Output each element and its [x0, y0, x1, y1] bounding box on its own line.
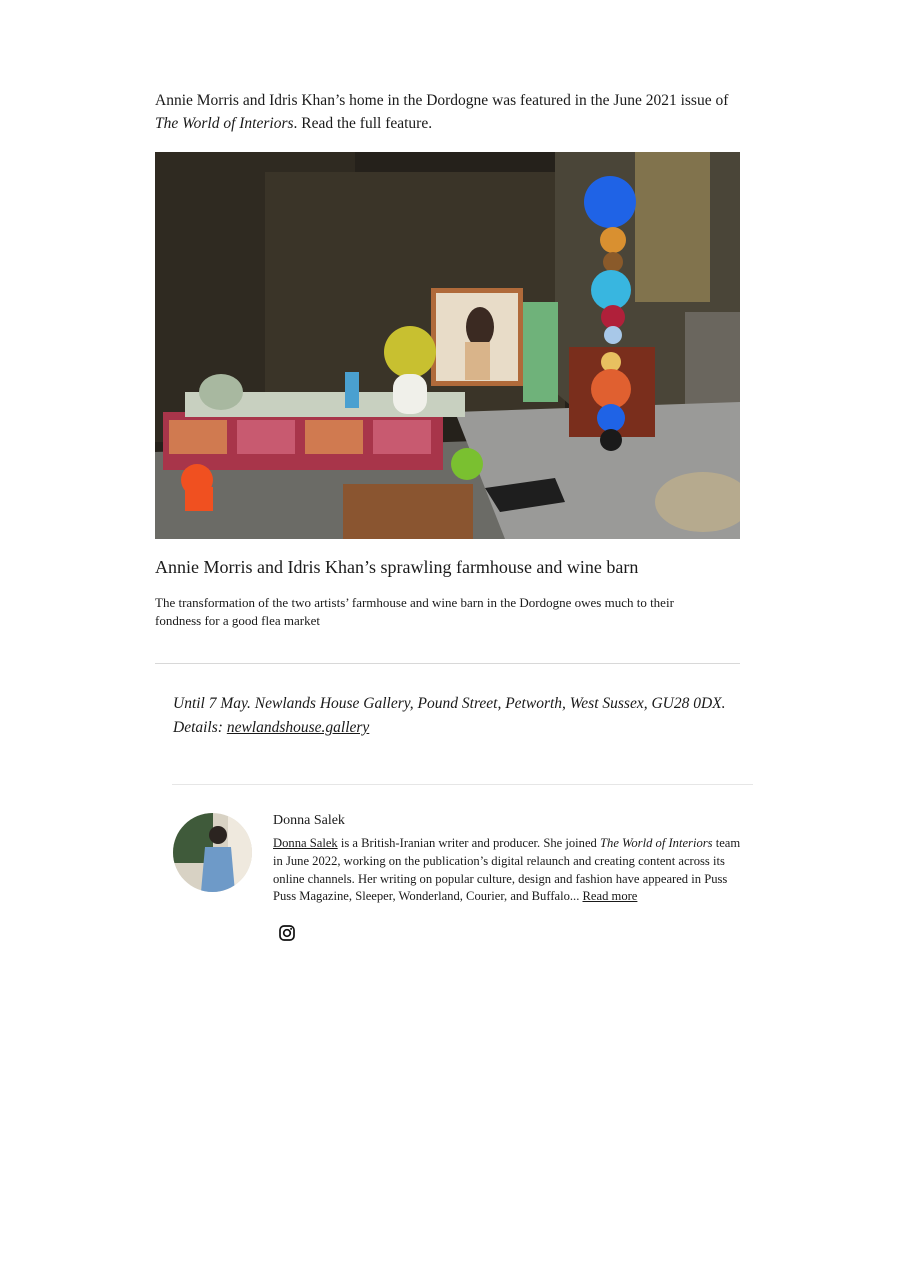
feature-title[interactable]: Annie Morris and Idris Khan’s sprawling farmhouse and wine barn	[155, 557, 639, 577]
feature-card[interactable]	[155, 152, 740, 630]
details-label: Details:	[173, 719, 227, 736]
bio-text-continued: team in June 2022, working on the publication’s digital relaunch and creating content across its online channels. Her writing on popular culture, design and fashion have appeared in Puss Puss Magazine, Sleeper, Wonderland, Courier, and Buffalo...	[273, 836, 741, 904]
instagram-icon[interactable]	[278, 924, 296, 942]
exhibition-info: Until 7 May. Newlands House Gallery, Pound Street, Petworth, West Sussex, GU28 0DX.	[173, 695, 726, 712]
intro-paragraph	[155, 89, 745, 135]
gallery-website-link[interactable]: newlandshouse.gallery	[226, 719, 370, 736]
divider	[155, 663, 740, 664]
farmhouse-interior-photo	[155, 152, 740, 539]
author-bio	[273, 835, 753, 906]
author-avatar[interactable]	[173, 813, 252, 892]
intro-text-after: .	[293, 115, 302, 132]
read-full-feature-link[interactable]: Read the full feature.	[301, 115, 433, 132]
publication-name: The World of Interiors	[155, 115, 294, 132]
author-name[interactable]: Donna Salek	[273, 813, 345, 828]
bio-publication: The World of Interiors	[600, 836, 713, 850]
intro-text: Annie Morris and Idris Khan’s home in the Dordogne was featured in the June 2021 issue of	[155, 92, 729, 109]
feature-image[interactable]	[155, 152, 740, 539]
divider	[172, 784, 753, 785]
author-bio-link[interactable]: Donna Salek	[273, 836, 338, 850]
bio-text: is a British-Iranian writer and producer. She joined	[337, 836, 601, 850]
read-more-link[interactable]: Read more	[582, 889, 638, 904]
author-photo	[173, 813, 252, 892]
feature-dek: The transformation of the two artists’ farmhouse and wine barn in the Dordogne owes much to their fondness for a good flea market	[155, 595, 674, 628]
exhibition-details	[173, 692, 753, 740]
